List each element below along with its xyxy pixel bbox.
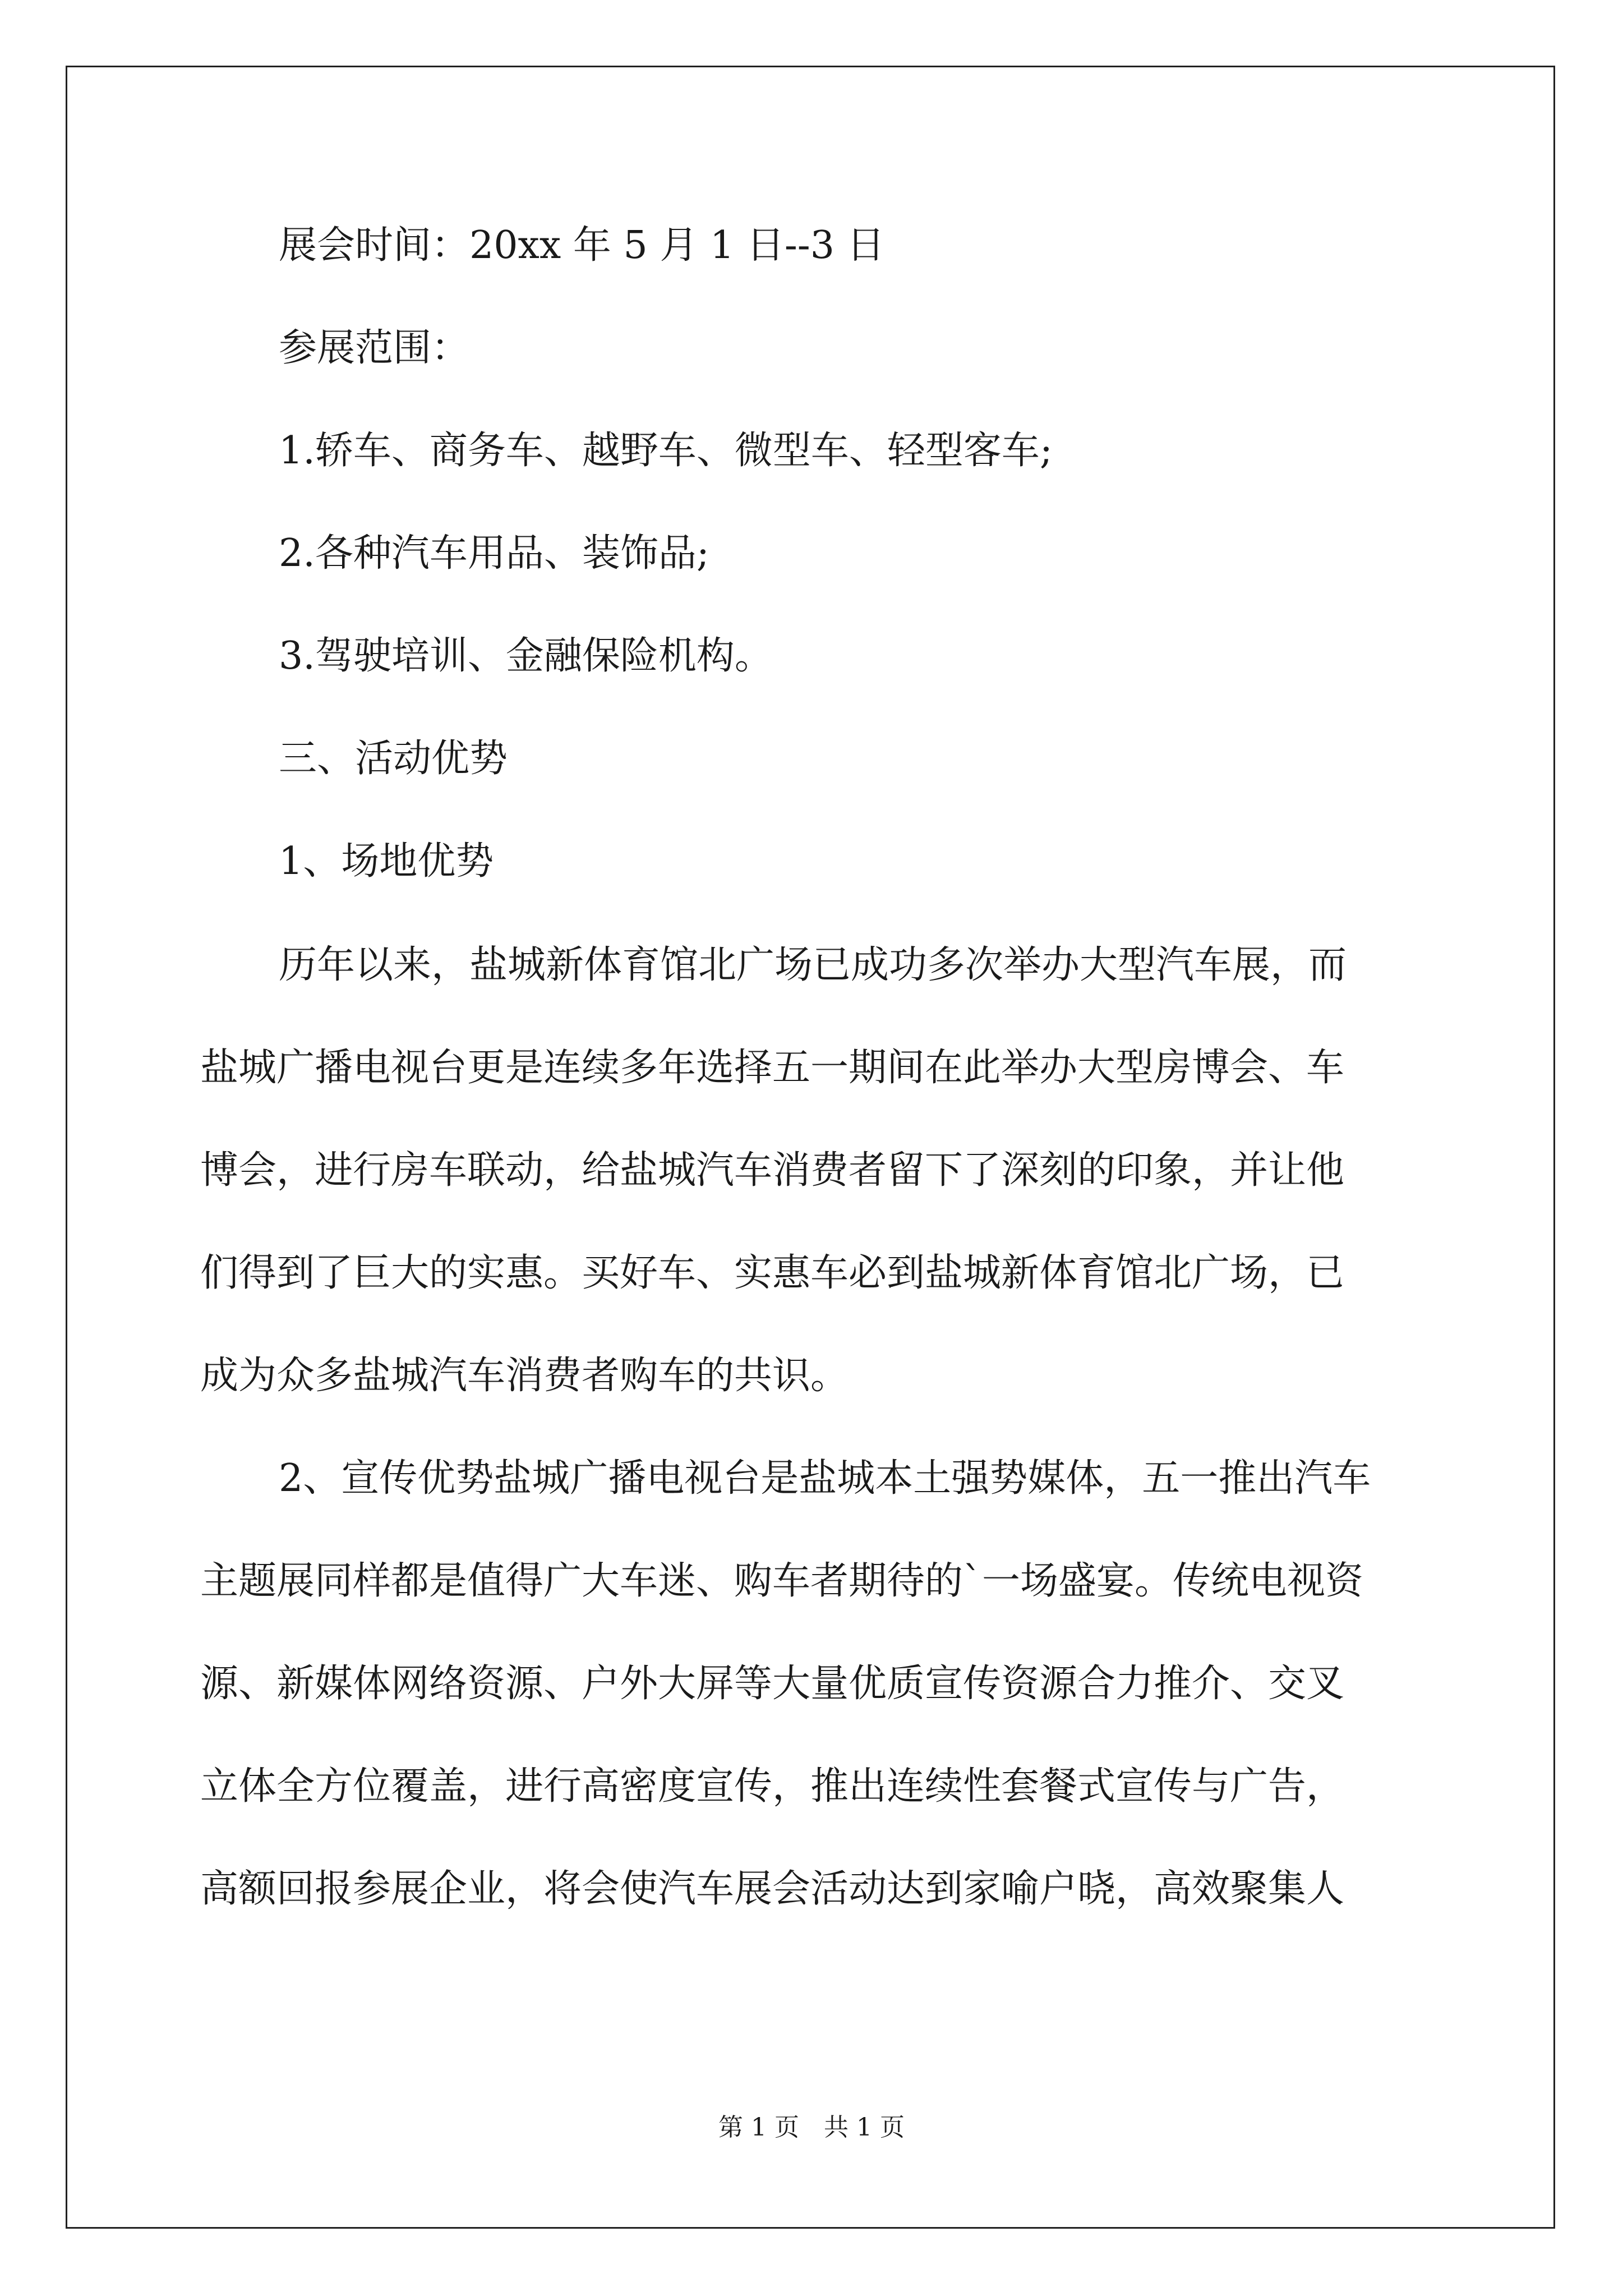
venue-advantage-paragraph bbox=[200, 939, 1428, 1402]
scope-item-2: 2.各种汽车用品、装饰品; bbox=[279, 531, 709, 576]
paragraph-line: 主题展同样都是值得广大车迷、购车者期待的`一场盛宴。传统电视资 bbox=[200, 1559, 1364, 1603]
paragraph-line: 立体全方位覆盖，进行高密度宣传，推出连续性套餐式宣传与广告， bbox=[200, 1764, 1345, 1809]
paragraph-line: 盐城广播电视台更是连续多年选择五一期间在此举办大型房博会、车 bbox=[200, 1046, 1345, 1090]
exhibition-time-line: 展会时间：20xx 年 5 月 1 日--3 日 bbox=[279, 223, 885, 268]
paragraph-line: 高额回报参展企业，将会使汽车展会活动达到家喻户晓，高效聚集人 bbox=[200, 1867, 1345, 1911]
paragraph-line: 2、宣传优势盐城广播电视台是盐城本土强势媒体，五一推出汽车 bbox=[279, 1456, 1371, 1501]
paragraph-line: 成为众多盐城汽车消费者购车的共识。 bbox=[200, 1354, 849, 1398]
paragraph-line: 博会，进行房车联动，给盐城汽车消费者留下了深刻的印象，并让他 bbox=[200, 1148, 1345, 1193]
publicity-advantage-paragraph bbox=[200, 1452, 1428, 1915]
paragraph-line: 历年以来，盐城新体育馆北广场已成功多次举办大型汽车展，而 bbox=[279, 943, 1347, 987]
page-number-footer: 第 1 页 共 1 页 bbox=[718, 2113, 905, 2142]
paragraph-line: 们得到了巨大的实惠。买好车、实惠车必到盐城新体育馆北广场，已 bbox=[200, 1251, 1345, 1295]
scope-item-1: 1.轿车、商务车、越野车、微型车、轻型客车; bbox=[279, 429, 1053, 473]
subsection-venue-advantage: 1、场地优势 bbox=[279, 839, 494, 884]
section-heading-advantages: 三、活动优势 bbox=[279, 737, 508, 781]
exhibit-scope-heading: 参展范围： bbox=[279, 326, 470, 370]
document-body bbox=[200, 220, 1428, 1966]
scope-item-3: 3.驾驶培训、金融保险机构。 bbox=[279, 634, 773, 678]
paragraph-line: 源、新媒体网络资源、户外大屏等大量优质宣传资源合力推介、交叉 bbox=[200, 1662, 1345, 1706]
